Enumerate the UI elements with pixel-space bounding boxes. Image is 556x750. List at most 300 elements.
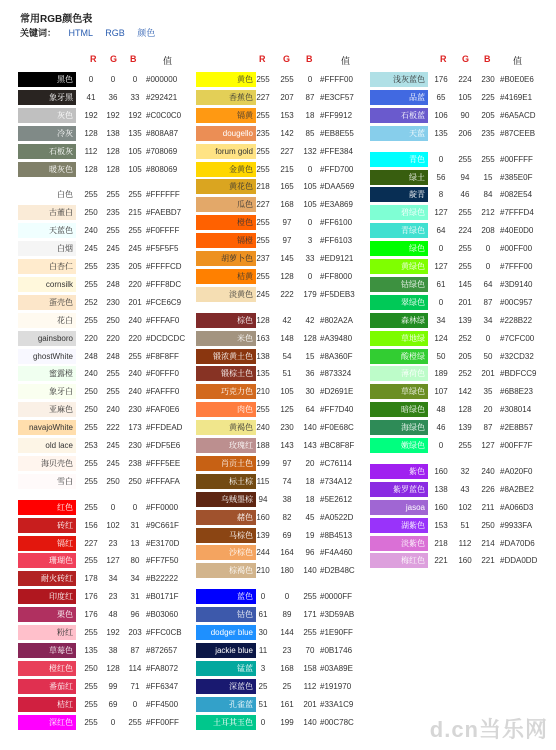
hex-value: #FFFAFA	[146, 476, 180, 486]
color-swatch: jackie blue	[196, 643, 256, 658]
rgb-b-value: 132	[303, 146, 317, 156]
rgb-r-value: 135	[256, 369, 270, 379]
rgb-g-value: 255	[458, 244, 472, 254]
hex-value: #E3170D	[146, 538, 180, 548]
rgb-r-value: 56	[436, 172, 446, 182]
rgb-g-value: 38	[108, 645, 118, 655]
hex-value: #F4A460	[320, 548, 353, 558]
rgb-b-value: 0	[307, 218, 313, 228]
color-row	[196, 715, 374, 730]
color-swatch: 黄褐色	[196, 420, 256, 435]
rgb-r-value: 139	[256, 530, 270, 540]
color-row	[196, 607, 374, 622]
rgb-b-value: 255	[303, 592, 317, 602]
color-swatch: 薄荷色	[370, 366, 428, 381]
rgb-r-value: 227	[256, 92, 270, 102]
rgb-g-value: 250	[106, 476, 120, 486]
rgb-b-value: 105	[128, 164, 142, 174]
header-r: R	[90, 54, 97, 64]
hex-value: #FFFFFF	[146, 190, 180, 200]
keyword-link-rgb[interactable]: RGB	[105, 28, 125, 38]
rgb-b-value: 0	[307, 271, 313, 281]
rgb-r-value: 160	[256, 512, 270, 522]
color-swatch: 暖灰色	[18, 162, 76, 177]
rgb-r-value: 115	[256, 476, 270, 486]
rgb-b-value: 205	[481, 110, 495, 120]
rgb-r-value: 250	[84, 208, 98, 218]
color-swatch: 孔雀蓝	[196, 697, 256, 712]
rgb-r-value: 160	[434, 502, 448, 512]
hex-value: #FAEBD7	[146, 208, 182, 218]
rgb-b-value: 15	[305, 351, 315, 361]
color-row	[18, 518, 186, 533]
rgb-r-value: 237	[256, 254, 270, 263]
rgb-g-value: 128	[106, 663, 120, 673]
color-swatch: 黑色	[18, 72, 76, 87]
rgb-r-value: 128	[84, 164, 98, 174]
rgb-g-value: 69	[108, 699, 118, 709]
hex-value: #802A2A	[320, 315, 353, 325]
header-value: 值	[513, 56, 523, 66]
rgb-r-value: 255	[256, 405, 270, 415]
color-swatch: 灰色	[18, 108, 76, 123]
hex-value: #FF6347	[146, 681, 179, 691]
color-swatch: 马棕色	[196, 528, 256, 543]
hex-value: #F0FFFF	[146, 226, 180, 236]
rgb-b-value: 220	[128, 333, 142, 343]
rgb-b-value: 34	[483, 315, 493, 325]
hex-value: #C0C0C0	[146, 110, 182, 120]
hex-value: #DDA0DD	[500, 556, 538, 566]
rgb-b-value: 84	[483, 190, 493, 200]
rgb-g-value: 240	[106, 405, 120, 415]
hex-value: #0B1746	[320, 645, 353, 655]
hex-value: #A39480	[320, 333, 353, 343]
rgb-b-value: 19	[305, 530, 315, 540]
color-row	[18, 643, 186, 658]
color-swatch: 草地绿	[370, 331, 428, 346]
rgb-r-value: 255	[256, 271, 270, 281]
color-row	[18, 589, 186, 604]
color-row	[18, 474, 186, 489]
rgb-g-value: 224	[458, 75, 472, 84]
rgb-g-value: 255	[106, 369, 120, 379]
rgb-b-value: 80	[130, 556, 140, 566]
rgb-r-value: 135	[84, 645, 98, 655]
rgb-b-value: 3	[307, 236, 313, 246]
hex-value: #33A1C9	[320, 699, 354, 709]
rgb-g-value: 139	[458, 423, 472, 433]
hex-value: #8B4513	[320, 530, 353, 540]
rgb-b-value: 64	[305, 405, 315, 415]
color-swatch: 粉红	[18, 625, 76, 640]
rgb-g-value: 105	[458, 92, 472, 102]
rgb-g-value: 144	[280, 628, 294, 637]
rgb-r-value: 255	[256, 218, 270, 228]
color-swatch: 青色	[370, 152, 428, 167]
rgb-b-value: 114	[128, 663, 142, 673]
rgb-b-value: 87	[305, 92, 315, 102]
rgb-r-value: 48	[436, 405, 446, 415]
color-row	[18, 402, 186, 417]
hex-value: #FF8000	[320, 271, 353, 281]
hex-value: #308014	[500, 405, 532, 415]
color-row	[370, 536, 550, 551]
color-swatch: dougello	[196, 126, 256, 141]
color-row	[196, 474, 374, 489]
hex-value: #808069	[146, 164, 178, 174]
color-row	[370, 126, 550, 141]
rgb-r-value: 30	[258, 628, 268, 637]
color-swatch: 石板蓝	[370, 108, 428, 123]
rgb-b-value: 20	[305, 458, 315, 468]
rgb-b-value: 221	[481, 556, 495, 566]
hex-value: #DAA569	[320, 182, 355, 192]
site-watermark: d.cn当乐网	[429, 717, 548, 742]
hex-value: #B03060	[146, 610, 179, 620]
color-swatch: 钴绿色	[370, 277, 428, 292]
color-swatch: 冷灰	[18, 126, 76, 141]
rgb-b-value: 201	[481, 369, 495, 379]
color-row	[370, 108, 550, 123]
color-row	[18, 331, 186, 346]
rgb-b-value: 112	[303, 681, 317, 691]
rgb-g-value: 43	[460, 484, 470, 494]
rgb-g-value: 227	[280, 146, 294, 156]
color-row	[196, 331, 374, 346]
color-row	[370, 366, 550, 381]
color-swatch: 镉橙	[196, 233, 256, 248]
rgb-r-value: 64	[436, 226, 446, 236]
hex-value: #FFFAF0	[146, 315, 180, 325]
color-swatch: 米色	[196, 331, 256, 346]
rgb-g-value: 138	[106, 128, 120, 138]
rgb-g-value: 245	[106, 244, 120, 254]
page-title: 常用RGB颜色表	[20, 14, 93, 25]
color-swatch: 黄花色	[196, 179, 256, 194]
color-row	[18, 259, 186, 274]
rgb-r-value: 107	[434, 387, 448, 397]
rgb-b-value: 226	[481, 484, 495, 494]
rgb-g-value: 97	[282, 236, 292, 246]
rgb-b-value: 158	[303, 663, 317, 673]
rgb-r-value: 188	[256, 441, 270, 450]
rgb-r-value: 128	[84, 128, 98, 138]
color-swatch: 古董白	[18, 205, 76, 220]
rgb-g-value: 97	[282, 458, 292, 468]
hex-value: #DCDCDC	[146, 333, 186, 343]
rgb-r-value: 0	[260, 592, 266, 602]
color-swatch: 砖红	[18, 518, 76, 533]
rgb-b-value: 238	[128, 458, 142, 468]
rgb-r-value: 240	[84, 369, 98, 379]
header-g: G	[283, 54, 291, 64]
color-row	[370, 90, 550, 105]
hex-value: #292421	[146, 92, 178, 102]
rgb-b-value: 0	[132, 75, 138, 84]
rgb-g-value: 224	[458, 226, 472, 236]
rgb-b-value: 255	[128, 717, 142, 727]
color-swatch: 石板灰	[18, 144, 76, 159]
rgb-r-value: 176	[84, 592, 98, 602]
rgb-g-value: 255	[106, 190, 120, 200]
rgb-g-value: 51	[282, 369, 292, 379]
rgb-r-value: 176	[84, 610, 98, 620]
color-swatch: 橙红色	[18, 661, 76, 676]
hex-value: #FCE6C9	[146, 297, 182, 307]
color-row	[18, 295, 186, 310]
hex-value: #E3A869	[320, 200, 353, 210]
keywords-bar	[20, 26, 155, 39]
color-row	[18, 241, 186, 256]
rgb-r-value: 255	[84, 476, 98, 486]
hex-value: #D2691E	[320, 387, 354, 397]
rgb-r-value: 244	[256, 548, 270, 558]
color-row	[18, 715, 186, 730]
color-swatch: 青绿色	[370, 223, 428, 238]
color-row	[196, 420, 374, 435]
rgb-r-value: 153	[434, 520, 448, 530]
hex-value: #7CFC00	[500, 333, 535, 343]
rgb-b-value: 211	[481, 502, 495, 512]
header-r: R	[259, 54, 266, 64]
hex-value: #FAFFF0	[146, 387, 180, 397]
rgb-g-value: 230	[280, 423, 294, 433]
rgb-g-value: 142	[458, 387, 472, 397]
color-row	[18, 126, 186, 141]
color-row	[18, 536, 186, 551]
color-row	[196, 545, 374, 560]
color-row	[370, 259, 550, 274]
rgb-g-value: 128	[106, 146, 120, 156]
hex-value: #191970	[320, 681, 352, 691]
rgb-g-value: 82	[282, 512, 292, 522]
rgb-b-value: 87	[483, 297, 493, 307]
rgb-g-value: 23	[282, 645, 292, 655]
rgb-r-value: 34	[436, 315, 446, 325]
rgb-b-value: 33	[305, 254, 315, 263]
rgb-r-value: 245	[256, 289, 270, 299]
rgb-b-value: 128	[303, 333, 317, 343]
rgb-g-value: 38	[282, 494, 292, 504]
header-b: B	[306, 54, 313, 64]
color-row	[196, 366, 374, 381]
rgb-g-value: 161	[280, 699, 294, 709]
color-swatch: 靛青	[370, 187, 428, 202]
rgb-b-value: 255	[128, 226, 142, 236]
rgb-b-value: 250	[128, 476, 142, 486]
rgb-g-value: 165	[280, 182, 294, 192]
hex-value: #ED9121	[320, 254, 354, 263]
rgb-g-value: 36	[108, 92, 118, 102]
color-swatch: old lace	[18, 438, 76, 453]
rgb-g-value: 102	[106, 520, 120, 530]
hex-value: #00FFFF	[500, 154, 533, 164]
rgb-g-value: 255	[458, 154, 472, 164]
rgb-r-value: 240	[84, 226, 98, 236]
rgb-r-value: 218	[256, 182, 270, 192]
rgb-r-value: 255	[84, 423, 98, 433]
color-swatch: 橙色	[196, 215, 256, 230]
hex-value: #87CEEB	[500, 128, 536, 138]
rgb-b-value: 255	[481, 154, 495, 164]
hex-value: #8A2BE2	[500, 484, 534, 494]
color-row	[196, 287, 374, 302]
color-row	[196, 697, 374, 712]
rgb-r-value: 61	[258, 610, 268, 620]
hex-value: #F5DEB3	[320, 289, 355, 299]
rgb-b-value: 230	[481, 75, 495, 84]
color-row	[18, 553, 186, 568]
color-swatch: forum gold	[196, 144, 256, 159]
rgb-b-value: 240	[128, 369, 142, 379]
color-row	[18, 313, 186, 328]
hex-value: #FF6100	[320, 218, 353, 228]
color-row	[370, 295, 550, 310]
rgb-g-value: 222	[106, 423, 120, 433]
color-swatch: 酸橙绿	[370, 349, 428, 364]
color-row	[18, 349, 186, 364]
hex-value: #FFC0CB	[146, 628, 182, 637]
hex-value: #00FF00	[500, 244, 533, 254]
color-swatch: 森林绿	[370, 313, 428, 328]
color-row	[196, 126, 374, 141]
color-swatch: 黄绿色	[370, 259, 428, 274]
header-b: B	[130, 54, 137, 64]
color-row	[370, 170, 550, 185]
rgb-r-value: 41	[86, 92, 96, 102]
color-row	[196, 72, 374, 87]
hex-value: #9C661F	[146, 520, 179, 530]
rgb-r-value: 189	[434, 369, 448, 379]
rgb-g-value: 205	[458, 351, 472, 361]
color-row	[196, 179, 374, 194]
color-swatch: 镉黄	[196, 108, 256, 123]
rgb-g-value: 220	[106, 333, 120, 343]
color-row	[196, 589, 374, 604]
color-swatch: 桔红	[18, 697, 76, 712]
rgb-b-value: 205	[128, 262, 142, 271]
rgb-g-value: 255	[458, 262, 472, 271]
color-swatch: 玫瑰红	[196, 438, 256, 453]
color-row	[196, 384, 374, 399]
hex-value: #FFFF00	[320, 75, 353, 84]
rgb-b-value: 96	[305, 548, 315, 558]
rgb-r-value: 255	[84, 279, 98, 289]
color-swatch: 浅灰蓝色	[370, 72, 428, 87]
rgb-b-value: 212	[481, 208, 495, 218]
color-row	[370, 438, 550, 453]
rgb-g-value: 51	[460, 520, 470, 530]
rgb-g-value: 245	[106, 458, 120, 468]
rgb-g-value: 74	[282, 476, 292, 486]
color-row	[18, 500, 186, 515]
hex-value: #E3CF57	[320, 92, 354, 102]
rgb-g-value: 23	[108, 592, 118, 602]
color-swatch: 紫色	[370, 464, 428, 479]
color-swatch: 品蓝	[370, 90, 428, 105]
rgb-r-value: 250	[84, 405, 98, 415]
rgb-b-value: 171	[303, 610, 317, 620]
color-swatch: jasoa	[370, 500, 428, 515]
color-row	[18, 420, 186, 435]
color-row	[370, 277, 550, 292]
color-row	[196, 625, 374, 640]
color-row	[196, 197, 374, 212]
rgb-g-value: 148	[280, 333, 294, 343]
color-swatch: 草莓色	[18, 643, 76, 658]
color-swatch: 绿土	[370, 170, 428, 185]
color-swatch: 耐火砖红	[18, 571, 76, 586]
rgb-g-value: 127	[106, 556, 120, 566]
hex-value: #FFF8DC	[146, 279, 182, 289]
rgb-r-value: 255	[256, 236, 270, 246]
rgb-b-value: 127	[481, 441, 495, 450]
rgb-g-value: 230	[106, 297, 120, 307]
color-row	[196, 456, 374, 471]
hex-value: #FDF5E6	[146, 441, 181, 450]
rgb-g-value: 105	[280, 387, 294, 397]
hex-value: #DA70D6	[500, 538, 535, 548]
color-row	[18, 277, 186, 292]
hex-value: #FF00FF	[146, 717, 179, 727]
rgb-r-value: 255	[84, 315, 98, 325]
rgb-b-value: 0	[307, 164, 313, 174]
rgb-g-value: 142	[280, 128, 294, 138]
rgb-r-value: 0	[88, 75, 94, 84]
color-row	[18, 679, 186, 694]
rgb-g-value: 69	[282, 530, 292, 540]
hex-value: #734A12	[320, 476, 353, 486]
hex-value: #FFDEAD	[146, 423, 183, 433]
rgb-g-value: 97	[282, 218, 292, 228]
color-row	[370, 420, 550, 435]
hex-value: #A020F0	[500, 466, 533, 476]
rgb-r-value: 255	[84, 458, 98, 468]
rgb-g-value: 215	[280, 164, 294, 174]
rgb-b-value: 50	[483, 351, 493, 361]
keyword-link-html[interactable]: HTML	[68, 28, 93, 38]
color-swatch: 白杏仁	[18, 259, 76, 274]
color-swatch: 天蓝	[370, 126, 428, 141]
rgb-g-value: 153	[280, 110, 294, 120]
rgb-r-value: 135	[434, 128, 448, 138]
color-swatch: navajoWhite	[18, 420, 76, 435]
hex-value: #F0E68C	[320, 423, 354, 433]
rgb-b-value: 31	[130, 520, 140, 530]
rgb-r-value: 218	[434, 538, 448, 548]
color-row	[18, 223, 186, 238]
rgb-r-value: 248	[84, 351, 98, 361]
color-row	[196, 528, 374, 543]
rgb-r-value: 255	[84, 262, 98, 271]
color-swatch: 草绿色	[370, 384, 428, 399]
color-row	[370, 500, 550, 515]
hex-value: #082E54	[500, 190, 533, 200]
rgb-g-value: 89	[282, 610, 292, 620]
rgb-b-value: 0	[485, 262, 491, 271]
rgb-g-value: 0	[110, 75, 116, 84]
color-row	[196, 492, 374, 507]
rgb-b-value: 42	[305, 315, 315, 325]
color-swatch: 绿色	[370, 241, 428, 256]
keyword-link-color[interactable]: 颜色	[137, 28, 156, 38]
rgb-g-value: 199	[280, 717, 294, 727]
rgb-r-value: 255	[84, 556, 98, 566]
color-swatch: 沙棕色	[196, 545, 256, 560]
color-row	[196, 108, 374, 123]
rgb-r-value: 178	[84, 574, 98, 584]
